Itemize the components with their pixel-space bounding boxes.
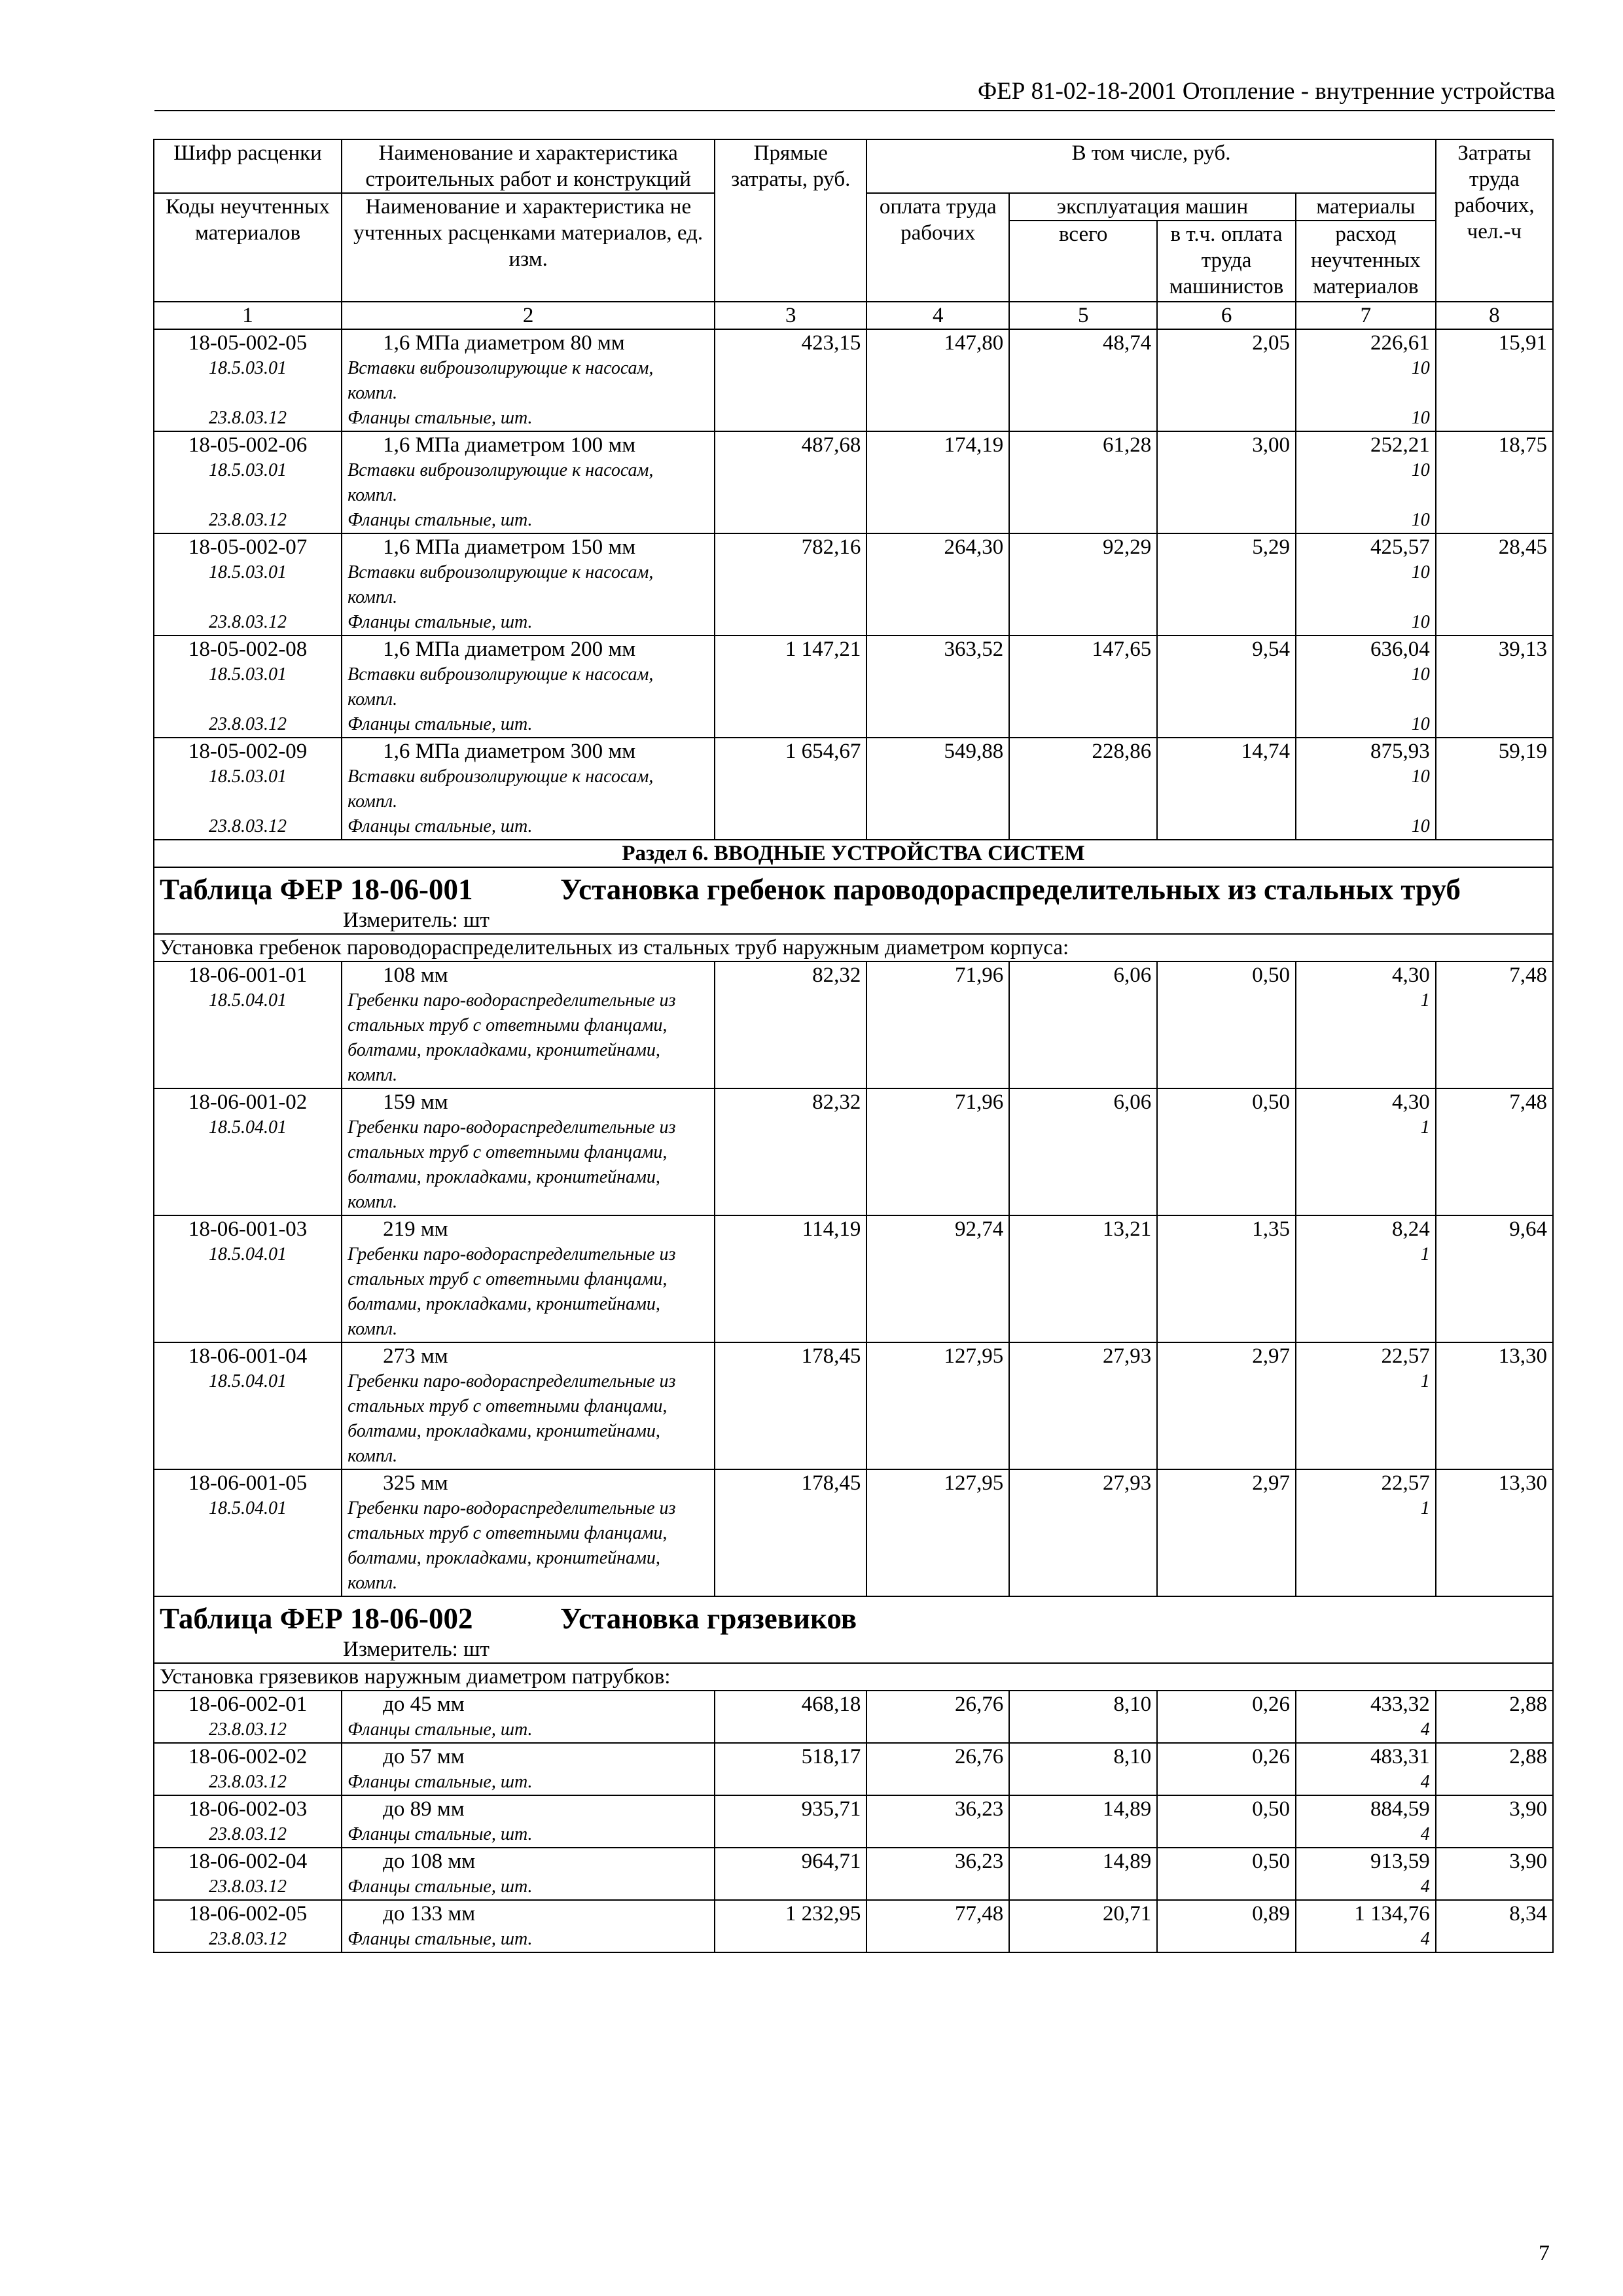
column-number: 5: [1009, 302, 1157, 329]
value-hours: 3,90: [1436, 1848, 1553, 1900]
value-mach_labor: 2,97: [1157, 1469, 1296, 1596]
rate-row: [154, 636, 1553, 738]
rate-name: 1,6 МПа диаметром 300 мм: [383, 740, 636, 763]
material-name: Гребенки паро-водораспределительные из стальных труб с ответными фланцами, болтами, прокладками, кронштейнами, компл.: [348, 1117, 676, 1212]
materials-cell: [1296, 1088, 1436, 1215]
rate-name-cell: [342, 1342, 715, 1469]
value-mat: 483,31: [1370, 1745, 1430, 1768]
col7-header: расход неучтенных материалов: [1296, 221, 1436, 302]
value-mat: 252,21: [1370, 433, 1430, 457]
rate-code: 18-05-002-08: [188, 637, 308, 661]
value-labor: 363,52: [866, 636, 1009, 738]
rate-code-cell: [154, 1088, 342, 1215]
table2-title: Установка грязевиков: [560, 1602, 857, 1635]
block1-rows: [154, 329, 1553, 840]
rate-name: до 133 мм: [383, 1902, 476, 1926]
materials-cell: [1296, 1900, 1436, 1952]
col5-header: всего: [1009, 221, 1157, 302]
material-code: 18.5.04.01: [209, 1498, 287, 1518]
material-name: Вставки виброизолирующие к насосам, компл.: [348, 766, 654, 812]
column-numbers-row: [154, 302, 1553, 329]
table1-subtitle: Установка гребенок пароводораспределительных из стальных труб наружным диаметром корпуса:: [154, 934, 1553, 961]
material-name: Гребенки паро-водораспределительные из стальных труб с ответными фланцами, болтами, прокладками, кронштейнами, компл.: [348, 1371, 676, 1466]
rate-row: [154, 1691, 1553, 1743]
value-labor: 26,76: [866, 1743, 1009, 1795]
value-labor: 147,80: [866, 329, 1009, 431]
materials-cell: [1296, 636, 1436, 738]
material-name: Фланцы стальные, шт.: [348, 1719, 533, 1740]
table2-subtitle: Установка грязевиков наружным диаметром патрубков:: [154, 1663, 1553, 1691]
material-qty: 10: [1411, 664, 1430, 685]
rate-code-cell: [154, 1848, 342, 1900]
spacer: [1302, 381, 1430, 406]
material-code: 23.8.03.12: [209, 816, 287, 836]
value-direct: 1 654,67: [715, 738, 866, 840]
value-mach_labor: 0,50: [1157, 961, 1296, 1088]
machines-header: эксплуатация машин: [1009, 193, 1296, 221]
material-code: 18.5.04.01: [209, 1371, 287, 1391]
materials-cell: [1296, 533, 1436, 636]
rate-code-cell: [154, 961, 342, 1088]
column-number: 1: [154, 302, 342, 329]
material-code: 23.8.03.12: [209, 1824, 287, 1844]
material-name: Гребенки паро-водораспределительные из стальных труб с ответными фланцами, болтами, прокладками, кронштейнами, компл.: [348, 1244, 676, 1339]
rate-name-cell: [342, 1469, 715, 1596]
spacer: [1302, 585, 1430, 610]
value-mach: 27,93: [1009, 1469, 1157, 1596]
value-hours: 8,34: [1436, 1900, 1553, 1952]
material-name: Фланцы стальные, шт.: [348, 510, 533, 530]
rate-code-cell: [154, 431, 342, 533]
rate-row: [154, 1743, 1553, 1795]
rate-name: до 89 мм: [383, 1797, 465, 1821]
rate-name: до 45 мм: [383, 1693, 465, 1716]
col8-header: Затраты труда рабочих, чел.-ч: [1436, 139, 1553, 302]
incl-header: В том числе, руб.: [866, 139, 1435, 193]
value-direct: 423,15: [715, 329, 866, 431]
value-hours: 13,30: [1436, 1469, 1553, 1596]
material-name: Вставки виброизолирующие к насосам, компл.: [348, 460, 654, 505]
rate-code: 18-06-001-02: [188, 1090, 308, 1114]
rate-row: [154, 1795, 1553, 1848]
spacer: [160, 483, 336, 508]
value-mach_labor: 0,26: [1157, 1691, 1296, 1743]
value-labor: 92,74: [866, 1215, 1009, 1342]
rate-row: [154, 738, 1553, 840]
column-number: 8: [1436, 302, 1553, 329]
spacer: [1302, 483, 1430, 508]
value-hours: 3,90: [1436, 1795, 1553, 1848]
material-qty: 1: [1420, 1371, 1430, 1391]
value-mat: 433,32: [1370, 1693, 1430, 1716]
value-direct: 935,71: [715, 1795, 866, 1848]
value-labor: 264,30: [866, 533, 1009, 636]
material-code: 18.5.03.01: [209, 562, 287, 583]
material-name: Фланцы стальные, шт.: [348, 1824, 533, 1844]
rate-code: 18-06-001-04: [188, 1344, 308, 1368]
value-mach_labor: 0,50: [1157, 1848, 1296, 1900]
material-qty: 1: [1420, 1117, 1430, 1138]
value-mach_labor: 0,26: [1157, 1743, 1296, 1795]
value-direct: 487,68: [715, 431, 866, 533]
materials-cell: [1296, 961, 1436, 1088]
column-number: 6: [1157, 302, 1296, 329]
material-code: 18.5.04.01: [209, 1117, 287, 1138]
running-header: ФЕР 81-02-18-2001 Отопление - внутренние устройства: [154, 77, 1555, 111]
value-mach: 92,29: [1009, 533, 1157, 636]
value-hours: 15,91: [1436, 329, 1553, 431]
spacer: [160, 687, 336, 712]
material-code: 23.8.03.12: [209, 1876, 287, 1897]
col2-top-header: Наименование и характеристика строительных работ и конструкций: [342, 139, 715, 193]
value-mach_labor: 5,29: [1157, 533, 1296, 636]
rate-row: [154, 1469, 1553, 1596]
value-labor: 36,23: [866, 1795, 1009, 1848]
rate-name-cell: [342, 1215, 715, 1342]
rate-code: 18-06-002-01: [188, 1693, 308, 1716]
value-hours: 9,64: [1436, 1215, 1553, 1342]
material-code: 18.5.04.01: [209, 1244, 287, 1265]
material-qty: 1: [1420, 1498, 1430, 1518]
rate-code-cell: [154, 1469, 342, 1596]
value-labor: 549,88: [866, 738, 1009, 840]
rate-code: 18-06-002-05: [188, 1902, 308, 1926]
rate-row: [154, 1342, 1553, 1469]
value-mach: 147,65: [1009, 636, 1157, 738]
value-mach: 14,89: [1009, 1848, 1157, 1900]
rate-code-cell: [154, 1900, 342, 1952]
rate-code-cell: [154, 1691, 342, 1743]
value-direct: 468,18: [715, 1691, 866, 1743]
value-mat: 4,30: [1392, 963, 1430, 987]
materials-cell: [1296, 329, 1436, 431]
materials-cell: [1296, 1469, 1436, 1596]
rate-row: [154, 1215, 1553, 1342]
spacer: [160, 789, 336, 814]
rate-name: 1,6 МПа диаметром 80 мм: [383, 331, 625, 355]
table1-title: Установка гребенок пароводораспределительных из стальных труб: [560, 873, 1461, 906]
value-mach: 13,21: [1009, 1215, 1157, 1342]
materials-cell: [1296, 1795, 1436, 1848]
rate-code: 18-05-002-07: [188, 535, 308, 559]
value-mach_labor: 3,00: [1157, 431, 1296, 533]
value-hours: 7,48: [1436, 1088, 1553, 1215]
material-code: 23.8.03.12: [209, 1772, 287, 1792]
rate-code-cell: [154, 1795, 342, 1848]
material-code: 23.8.03.12: [209, 408, 287, 428]
value-hours: 7,48: [1436, 961, 1553, 1088]
material-name: Гребенки паро-водораспределительные из стальных труб с ответными фланцами, болтами, прокладками, кронштейнами, компл.: [348, 1498, 676, 1593]
col3-header: Прямые затраты, руб.: [715, 139, 866, 302]
rate-code: 18-05-002-05: [188, 331, 308, 355]
materials-cell: [1296, 1691, 1436, 1743]
rate-name: до 108 мм: [383, 1850, 476, 1873]
rate-name: 159 мм: [383, 1090, 448, 1114]
material-name: Вставки виброизолирующие к насосам, компл.: [348, 358, 654, 403]
value-mach: 48,74: [1009, 329, 1157, 431]
material-code: 18.5.03.01: [209, 358, 287, 378]
material-code: 23.8.03.12: [209, 1719, 287, 1740]
material-qty: 4: [1420, 1824, 1430, 1844]
value-mat: 4,30: [1392, 1090, 1430, 1114]
rate-code-cell: [154, 738, 342, 840]
rate-code-cell: [154, 1215, 342, 1342]
material-code: 18.5.03.01: [209, 664, 287, 685]
col1-top-header: Шифр расценки: [154, 139, 342, 193]
value-direct: 82,32: [715, 1088, 866, 1215]
material-name: Фланцы стальные, шт.: [348, 714, 533, 734]
material-name: Вставки виброизолирующие к насосам, компл.: [348, 664, 654, 709]
value-mach: 228,86: [1009, 738, 1157, 840]
rate-code: 18-06-002-02: [188, 1745, 308, 1768]
value-hours: 2,88: [1436, 1743, 1553, 1795]
materials-header: материалы: [1296, 193, 1436, 221]
value-hours: 28,45: [1436, 533, 1553, 636]
material-qty: 10: [1411, 408, 1430, 428]
value-mat: 875,93: [1370, 740, 1430, 763]
rate-code: 18-06-001-05: [188, 1471, 308, 1495]
value-mach: 20,71: [1009, 1900, 1157, 1952]
rate-code: 18-05-002-06: [188, 433, 308, 457]
value-labor: 71,96: [866, 1088, 1009, 1215]
value-labor: 71,96: [866, 961, 1009, 1088]
value-mat: 913,59: [1370, 1850, 1430, 1873]
value-labor: 77,48: [866, 1900, 1009, 1952]
value-mat: 1 134,76: [1354, 1902, 1430, 1926]
material-name: Фланцы стальные, шт.: [348, 408, 533, 428]
material-name: Фланцы стальные, шт.: [348, 1929, 533, 1949]
rate-name-cell: [342, 1795, 715, 1848]
value-mach_labor: 2,97: [1157, 1342, 1296, 1469]
material-code: 18.5.03.01: [209, 766, 287, 787]
materials-cell: [1296, 431, 1436, 533]
rate-name: 273 мм: [383, 1344, 448, 1368]
rate-name-cell: [342, 329, 715, 431]
value-mat: 22,57: [1381, 1471, 1430, 1495]
material-qty: 10: [1411, 714, 1430, 734]
rates-table: [153, 139, 1554, 1953]
rate-name-cell: [342, 1848, 715, 1900]
rate-name-cell: [342, 1743, 715, 1795]
material-name: Фланцы стальные, шт.: [348, 816, 533, 836]
value-hours: 2,88: [1436, 1691, 1553, 1743]
rate-code-cell: [154, 329, 342, 431]
rate-code-cell: [154, 1743, 342, 1795]
material-qty: 4: [1420, 1929, 1430, 1949]
value-hours: 59,19: [1436, 738, 1553, 840]
rate-code: 18-06-001-01: [188, 963, 308, 987]
value-mat: 22,57: [1381, 1344, 1430, 1368]
rate-code: 18-06-002-04: [188, 1850, 308, 1873]
value-mat: 425,57: [1370, 535, 1430, 559]
value-labor: 26,76: [866, 1691, 1009, 1743]
col2-bottom-header: Наименование и характеристика не учтенных расценками материалов, ед. изм.: [342, 193, 715, 302]
value-direct: 178,45: [715, 1342, 866, 1469]
page-number: 7: [1539, 2241, 1550, 2265]
spacer: [1302, 687, 1430, 712]
rate-row: [154, 1088, 1553, 1215]
material-qty: 1: [1420, 990, 1430, 1011]
rate-name-cell: [342, 533, 715, 636]
value-mach: 27,93: [1009, 1342, 1157, 1469]
value-direct: 114,19: [715, 1215, 866, 1342]
value-mat: 636,04: [1370, 637, 1430, 661]
material-name: Фланцы стальные, шт.: [348, 1876, 533, 1897]
value-mach: 14,89: [1009, 1795, 1157, 1848]
col1-bottom-header: Коды неучтенных материалов: [154, 193, 342, 302]
rate-row: [154, 533, 1553, 636]
rate-name: до 57 мм: [383, 1745, 465, 1768]
material-qty: 4: [1420, 1719, 1430, 1740]
block3-rows: [154, 1691, 1553, 1952]
section-title: Раздел 6. ВВОДНЫЕ УСТРОЙСТВА СИСТЕМ: [154, 840, 1553, 867]
rate-code: 18-06-002-03: [188, 1797, 308, 1821]
value-mach: 61,28: [1009, 431, 1157, 533]
rate-code-cell: [154, 533, 342, 636]
value-mach_labor: 0,50: [1157, 1088, 1296, 1215]
value-mach_labor: 1,35: [1157, 1215, 1296, 1342]
rate-name-cell: [342, 1691, 715, 1743]
value-direct: 782,16: [715, 533, 866, 636]
table1-label: Таблица ФЕР 18-06-001: [160, 873, 473, 906]
value-mach: 6,06: [1009, 1088, 1157, 1215]
col6-header: в т.ч. оплата труда машинистов: [1157, 221, 1296, 302]
rate-row: [154, 431, 1553, 533]
value-labor: 36,23: [866, 1848, 1009, 1900]
material-code: 23.8.03.12: [209, 714, 287, 734]
rate-row: [154, 961, 1553, 1088]
value-direct: 178,45: [715, 1469, 866, 1596]
column-number: 4: [866, 302, 1009, 329]
materials-cell: [1296, 1342, 1436, 1469]
spacer: [1302, 789, 1430, 814]
rate-code-cell: [154, 1342, 342, 1469]
rate-name: 325 мм: [383, 1471, 448, 1495]
rate-name: 1,6 МПа диаметром 200 мм: [383, 637, 636, 661]
rate-name-cell: [342, 738, 715, 840]
rate-name: 1,6 МПа диаметром 150 мм: [383, 535, 636, 559]
value-mach_labor: 0,89: [1157, 1900, 1296, 1952]
material-qty: 10: [1411, 562, 1430, 583]
material-name: Фланцы стальные, шт.: [348, 1772, 533, 1792]
rate-row: [154, 1848, 1553, 1900]
table2-measure: Измеритель: шт: [343, 1638, 490, 1661]
value-hours: 39,13: [1436, 636, 1553, 738]
material-qty: 10: [1411, 766, 1430, 787]
table1-heading: [160, 872, 1547, 907]
rate-name: 108 мм: [383, 963, 448, 987]
value-hours: 13,30: [1436, 1342, 1553, 1469]
rate-row: [154, 1900, 1553, 1952]
value-mach_labor: 9,54: [1157, 636, 1296, 738]
material-name: Вставки виброизолирующие к насосам, компл.: [348, 562, 654, 607]
material-qty: 10: [1411, 510, 1430, 530]
rate-name: 219 мм: [383, 1217, 448, 1241]
material-qty: 10: [1411, 358, 1430, 378]
col4-header: оплата труда рабочих: [866, 193, 1009, 302]
material-code: 23.8.03.12: [209, 510, 287, 530]
rate-name-cell: [342, 1900, 715, 1952]
rate-name-cell: [342, 1088, 715, 1215]
column-number: 3: [715, 302, 866, 329]
material-qty: 1: [1420, 1244, 1430, 1265]
spacer: [160, 585, 336, 610]
materials-cell: [1296, 1215, 1436, 1342]
value-mat: 884,59: [1370, 1797, 1430, 1821]
value-mach_labor: 0,50: [1157, 1795, 1296, 1848]
rate-name-cell: [342, 636, 715, 738]
table2-heading: [160, 1601, 1547, 1636]
material-code: 18.5.04.01: [209, 990, 287, 1011]
material-qty: 4: [1420, 1876, 1430, 1897]
block2-rows: [154, 961, 1553, 1596]
table2-label: Таблица ФЕР 18-06-002: [160, 1602, 473, 1635]
material-qty: 10: [1411, 612, 1430, 632]
value-mach: 6,06: [1009, 961, 1157, 1088]
materials-cell: [1296, 1848, 1436, 1900]
material-qty: 10: [1411, 460, 1430, 480]
material-qty: 10: [1411, 816, 1430, 836]
materials-cell: [1296, 738, 1436, 840]
materials-cell: [1296, 1743, 1436, 1795]
value-direct: 1 232,95: [715, 1900, 866, 1952]
material-name: Фланцы стальные, шт.: [348, 612, 533, 632]
value-direct: 1 147,21: [715, 636, 866, 738]
rate-code-cell: [154, 636, 342, 738]
value-mat: 8,24: [1392, 1217, 1430, 1241]
spacer: [160, 381, 336, 406]
value-mach: 8,10: [1009, 1743, 1157, 1795]
rate-row: [154, 329, 1553, 431]
value-hours: 18,75: [1436, 431, 1553, 533]
value-labor: 127,95: [866, 1342, 1009, 1469]
material-code: 23.8.03.12: [209, 1929, 287, 1949]
table1-measure: Измеритель: шт: [343, 908, 490, 932]
material-name: Гребенки паро-водораспределительные из стальных труб с ответными фланцами, болтами, прокладками, кронштейнами, компл.: [348, 990, 676, 1085]
rate-name: 1,6 МПа диаметром 100 мм: [383, 433, 636, 457]
material-code: 23.8.03.12: [209, 612, 287, 632]
material-qty: 4: [1420, 1772, 1430, 1792]
value-direct: 82,32: [715, 961, 866, 1088]
value-labor: 174,19: [866, 431, 1009, 533]
rate-name-cell: [342, 961, 715, 1088]
value-mach_labor: 2,05: [1157, 329, 1296, 431]
rate-code: 18-05-002-09: [188, 740, 308, 763]
value-direct: 964,71: [715, 1848, 866, 1900]
value-direct: 518,17: [715, 1743, 866, 1795]
rate-name-cell: [342, 431, 715, 533]
material-code: 18.5.03.01: [209, 460, 287, 480]
value-labor: 127,95: [866, 1469, 1009, 1596]
column-number: 2: [342, 302, 715, 329]
value-mach_labor: 14,74: [1157, 738, 1296, 840]
value-mach: 8,10: [1009, 1691, 1157, 1743]
column-number: 7: [1296, 302, 1436, 329]
rate-code: 18-06-001-03: [188, 1217, 308, 1241]
value-mat: 226,61: [1370, 331, 1430, 355]
